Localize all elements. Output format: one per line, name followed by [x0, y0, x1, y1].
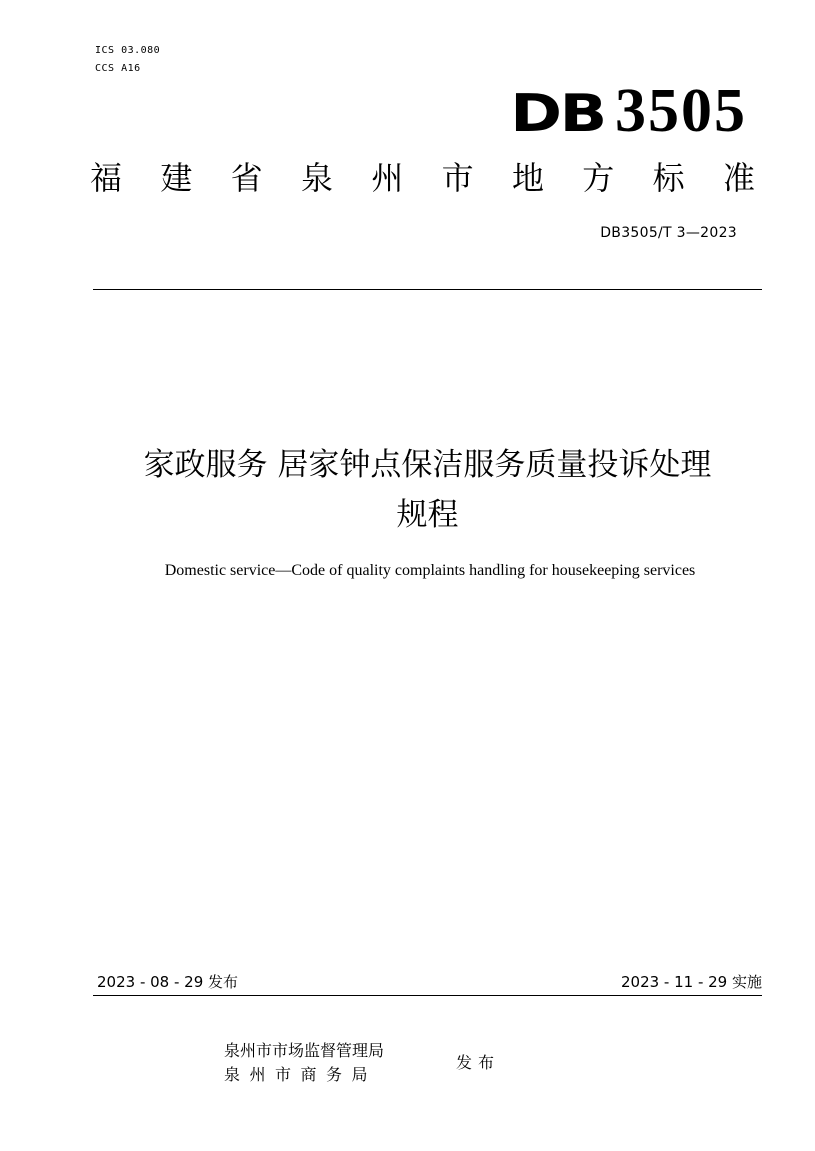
issuer-commerce-bureau: 泉州市商务局: [224, 1065, 378, 1084]
logo-prefix: DB: [510, 84, 605, 144]
publish-label: 发布: [456, 1053, 501, 1072]
english-title: Domestic service—Code of quality complaints handling for housekeeping services: [164, 562, 696, 579]
classification-codes: [95, 42, 160, 78]
standard-type-char: 泉: [300, 159, 333, 197]
document-title: [80, 440, 775, 540]
title-line-2: 规程: [396, 497, 459, 533]
title-line-1: 家政服务 居家钟点保洁服务质量投诉处理: [143, 447, 712, 483]
logo-code: 3505: [615, 77, 747, 145]
standard-type-char: 建: [160, 159, 193, 197]
date-row: [97, 971, 762, 992]
standard-type-char: 市: [441, 159, 474, 197]
standard-type-char: 省: [230, 159, 263, 197]
bottom-divider: [93, 995, 762, 996]
standard-number: DB3505/T 3—2023: [600, 225, 737, 241]
standard-type-char: 地: [511, 159, 544, 197]
db-logo: [510, 77, 747, 145]
ccs-code: CCS A16: [95, 63, 141, 74]
issuing-organizations: [224, 1039, 384, 1087]
standard-type-char: 州: [371, 159, 404, 197]
standard-type-char: 方: [582, 159, 615, 197]
top-divider: [93, 289, 762, 290]
standard-type-title: [90, 156, 755, 200]
standard-type-char: 准: [722, 159, 755, 197]
ics-code: ICS 03.080: [95, 45, 161, 56]
standard-type-char: 标: [652, 159, 685, 197]
issue-date: 2023 - 08 - 29 发布: [97, 973, 239, 991]
standard-type-char: 福: [90, 159, 123, 197]
implementation-date: 2023 - 11 - 29 实施: [620, 973, 762, 991]
issuer-market-regulation: 泉州市市场监督管理局: [224, 1041, 385, 1060]
